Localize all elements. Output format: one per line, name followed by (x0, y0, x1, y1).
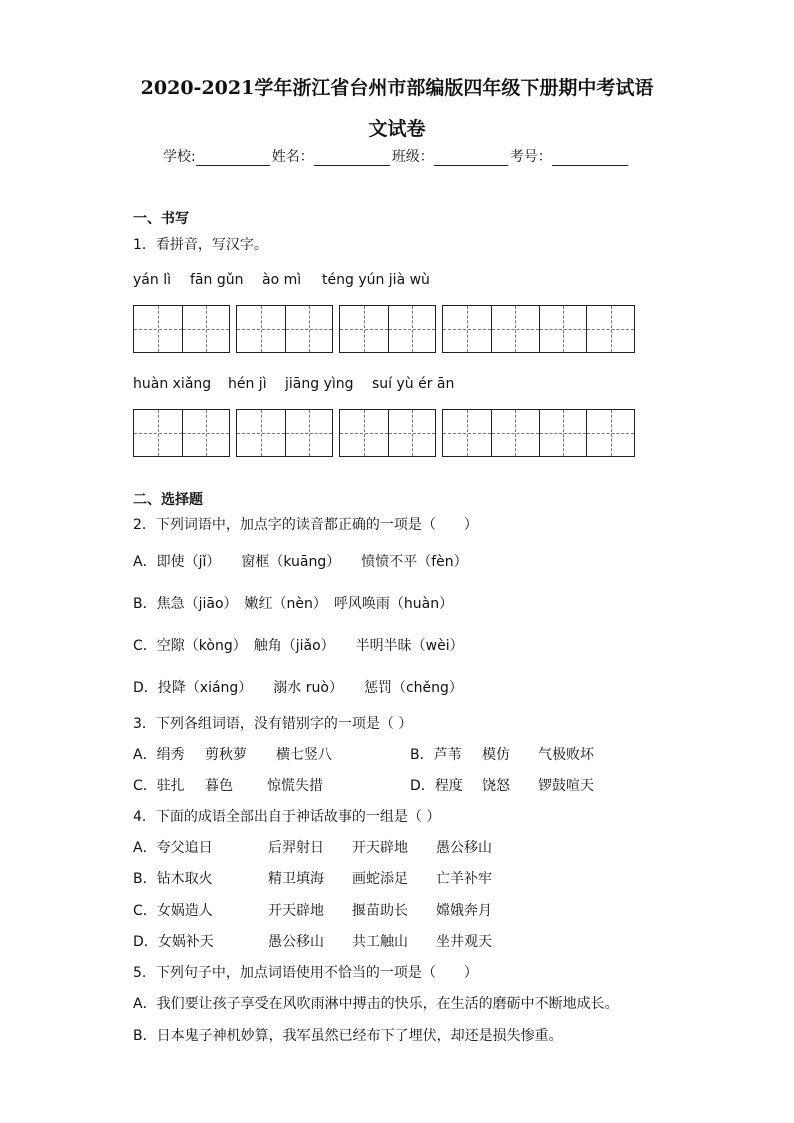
pinyin-4: téng yún jià wù (322, 272, 430, 288)
q4-option-a-label[interactable]: A．夸父追日 (133, 840, 213, 856)
pinyin-6: hén jì (228, 376, 267, 392)
q3-option-b-word3: 气极败坏 (538, 747, 594, 763)
q1-stem: 1．看拼音，写汉字。 (133, 237, 268, 253)
q4-option-b-label[interactable]: B．钻木取火 (133, 871, 213, 887)
q4-option-c-word4: 嫦娥奔月 (436, 903, 492, 919)
writing-grid[interactable] (133, 409, 230, 457)
q3-option-d-word2: 饶怒 (482, 778, 510, 794)
q3-option-d-word3: 锣鼓喧天 (538, 778, 594, 794)
q3-option-a-label[interactable]: A．绢秀 (133, 747, 185, 763)
writing-grid[interactable] (133, 305, 230, 353)
q5-option-b[interactable]: B．日本鬼子神机妙算，我军虽然已经布下了埋伏，却还是损失惨重。 (133, 1028, 563, 1044)
school-blank[interactable] (196, 151, 270, 166)
writing-grid[interactable] (442, 305, 635, 353)
writing-grid[interactable] (236, 305, 333, 353)
exam-title-line2: 文试卷 (368, 118, 426, 140)
q3-option-b-word2: 模仿 (482, 747, 510, 763)
q3-option-a-word2: 剪秋萝 (205, 747, 247, 763)
q4-option-d-word4: 坐井观天 (436, 934, 492, 950)
class-blank[interactable] (434, 151, 508, 166)
q4-option-c-label[interactable]: C．女娲造人 (133, 903, 213, 919)
name-blank[interactable] (314, 151, 390, 166)
writing-grid[interactable] (236, 409, 333, 457)
pinyin-3: ào mì (262, 272, 302, 288)
q4-option-c-word3: 揠苗助长 (352, 903, 408, 919)
number-blank[interactable] (552, 151, 628, 166)
q5-option-a[interactable]: A．我们要让孩子享受在风吹雨淋中搏击的快乐，在生活的磨砺中不断地成长。 (133, 996, 619, 1012)
number-label: 考号： (509, 149, 552, 165)
q2-option-c[interactable]: C．空隙（kòng） 触角（jiǎo） 半明半昧（wèi） (133, 638, 464, 654)
q3-option-c-label[interactable]: C．驻扎 (133, 778, 185, 794)
q2-option-b[interactable]: B．焦急（jiāo） 嫩红（nèn） 呼风唤雨（huàn） (133, 596, 454, 612)
q4-stem: 4．下面的成语全部出自于神话故事的一组是（ ） (133, 809, 441, 825)
pinyin-7: jiāng yìng (285, 376, 354, 392)
student-info-row (163, 146, 630, 166)
pinyin-2: fān gǔn (190, 272, 244, 288)
q4-option-d-label[interactable]: D．女娲补天 (133, 934, 214, 950)
q4-option-c-word2: 开天辟地 (268, 903, 324, 919)
class-label: 班级： (391, 149, 434, 165)
section1-title: 一、书写 (133, 211, 189, 227)
q4-option-d-word3: 共工触山 (352, 934, 408, 950)
q3-option-d-label[interactable]: D．程度 (410, 778, 463, 794)
writing-grid[interactable] (442, 409, 635, 457)
name-label: 姓名： (271, 149, 314, 165)
school-label: 学校: (163, 149, 196, 165)
q2-option-a[interactable]: A．即使（jǐ） 窗框（kuāng） 愤愤不平（fèn） (133, 554, 468, 570)
q3-stem: 3．下列各组词语，没有错别字的一项是（ ） (133, 716, 413, 732)
pinyin-1: yán lì (133, 272, 171, 288)
pinyin-5: huàn xiǎng (133, 376, 212, 392)
q4-option-a-word2: 后羿射日 (268, 840, 324, 856)
q4-option-b-word4: 亡羊补牢 (436, 871, 492, 887)
q4-option-a-word4: 愚公移山 (436, 840, 492, 856)
exam-title-line1: 2020-2021学年浙江省台州市部编版四年级下册期中考试语 (140, 77, 654, 99)
q5-stem: 5．下列句子中，加点词语使用不恰当的一项是（ ） (133, 965, 478, 981)
q4-option-a-word3: 开天辟地 (352, 840, 408, 856)
q3-option-c-word2: 暮色 (205, 778, 233, 794)
writing-grid[interactable] (339, 409, 436, 457)
q4-option-b-word2: 精卫填海 (268, 871, 324, 887)
q2-option-d[interactable]: D．投降（xiáng） 溺水 ruò） 惩罚（chěng） (133, 680, 463, 696)
q3-option-b-label[interactable]: B．芦苇 (410, 747, 462, 763)
writing-grid[interactable] (339, 305, 436, 353)
q4-option-b-word3: 画蛇添足 (352, 871, 408, 887)
q2-stem: 2．下列词语中，加点字的读音都正确的一项是（ ） (133, 517, 478, 533)
pinyin-8: suí yù ér ān (372, 376, 455, 392)
q3-option-a-word3: 横七竖八 (276, 747, 332, 763)
q4-option-d-word2: 愚公移山 (268, 934, 324, 950)
section2-title: 二、选择题 (133, 492, 203, 508)
q3-option-c-word3: 惊慌失措 (267, 778, 323, 794)
